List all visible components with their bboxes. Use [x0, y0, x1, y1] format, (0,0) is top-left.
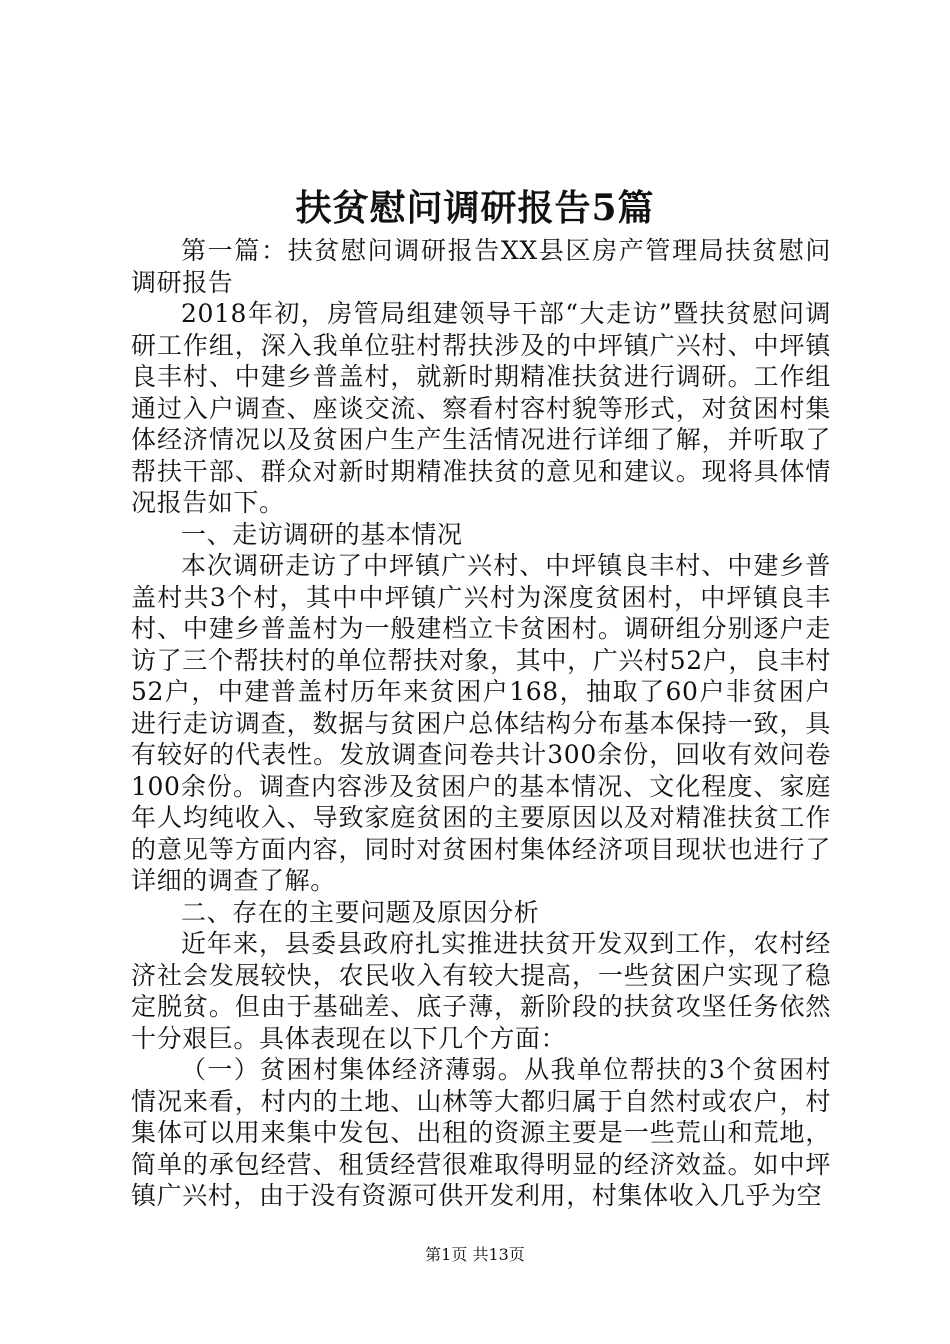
paragraph-item-1: （一）贫困村集体经济薄弱。从我单位帮扶的3个贫困村情况来看，村内的土地、山林等大都归属于自然村或农户，村集体可以用来集中发包、出租的资源主要是一些荒山和荒地，简单的承包经营、租赁经营很难取得明显的经济效益。如中坪镇广兴村，由于没有资源可供开发利用，村集体收入几乎为空 [131, 1055, 831, 1210]
paragraph-intro: 2018年初，房管局组建领导干部“大走访”暨扶贫慰问调研工作组，深入我单位驻村帮扶涉及的中坪镇广兴村、中坪镇良丰村、中建乡普盖村，就新时期精准扶贫进行调研。工作组通过入户调查、座谈交流、察看村容村貌等形式，对贫困村集体经济情况以及贫困户生产生活情况进行详细了解，并听取了帮扶干部、群众对新时期精准扶贫的意见和建议。现将具体情况报告如下。 [131, 299, 831, 517]
section-heading-2: 二、存在的主要问题及原因分析 [181, 897, 540, 927]
document-body [131, 235, 831, 1212]
document-title: 扶贫慰问调研报告5篇 [295, 187, 655, 229]
paragraph-basic-situation: 本次调研走访了中坪镇广兴村、中坪镇良丰村、中建乡普盖村共3个村，其中中坪镇广兴村为深度贫困村，中坪镇良丰村、中建乡普盖村为一般建档立卡贫困村。调研组分别逐户走访了三个帮扶村的单位帮扶对象，其中，广兴村52户，良丰村52户，中建普盖村历年来贫困户168，抽取了60户非贫困户进行走访调查，数据与贫困户总体结构分布基本保持一致，具有较好的代表性。发放调查问卷共计300余份，回收有效问卷100余份。调查内容涉及贫困户的基本情况、文化程度、家庭年人均纯收入、导致家庭贫困的主要原因以及对精准扶贫工作的意见等方面内容，同时对贫困村集体经济项目现状也进行了详细的调查了解。 [131, 551, 831, 895]
section-heading-1: 一、走访调研的基本情况 [181, 519, 463, 549]
section-subtitle: 第一篇：扶贫慰问调研报告XX县区房产管理局扶贫慰问调研报告 [131, 236, 831, 297]
page-indicator: 第1页 共13页 [425, 1245, 525, 1264]
paragraph-problems: 近年来，县委县政府扎实推进扶贫开发双到工作，农村经济社会发展较快，农民收入有较大提高，一些贫困户实现了稳定脱贫。但由于基础差、底子薄，新阶段的扶贫攻坚任务依然十分艰巨。具体表现在以下几个方面： [131, 929, 831, 1053]
